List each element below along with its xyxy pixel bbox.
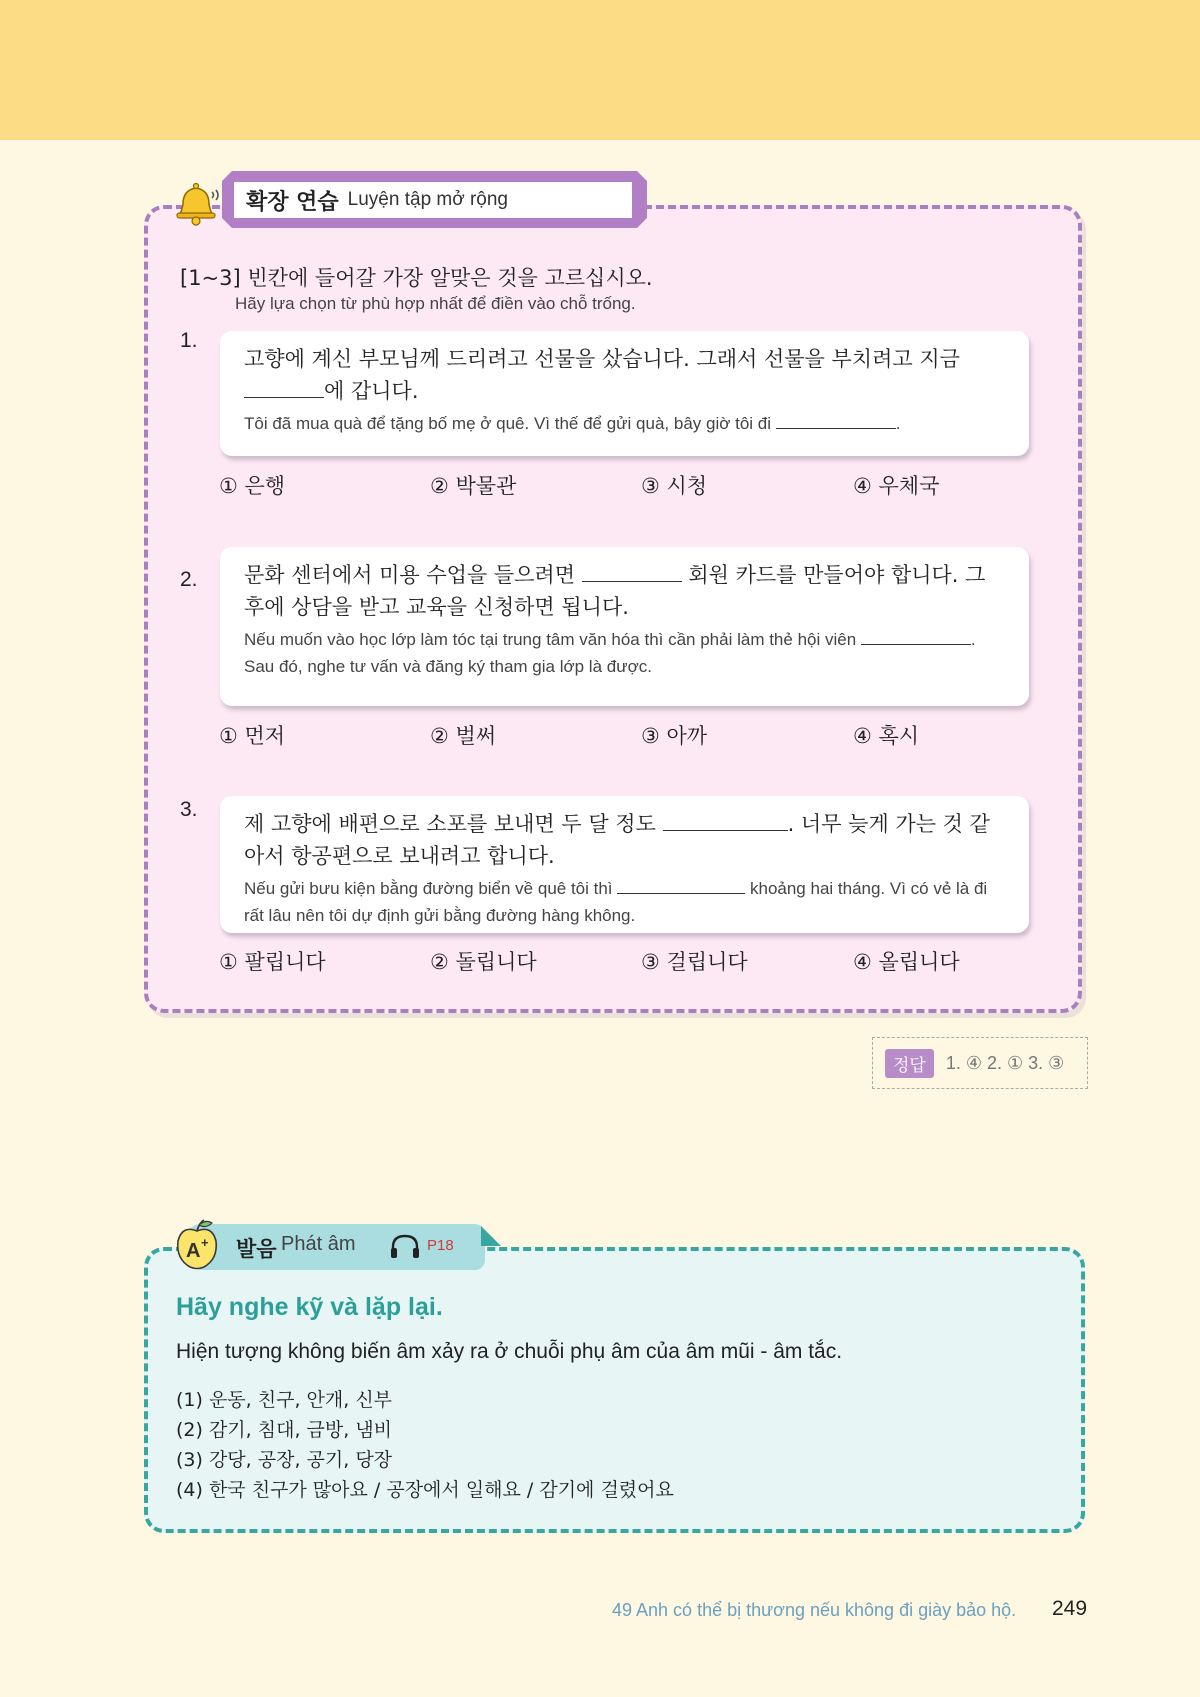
audio-track-label[interactable]: P18: [427, 1237, 454, 1254]
list-item: (2) 감기, 침대, 금방, 냄비: [176, 1419, 393, 1441]
option-2[interactable]: ② 벌써: [430, 724, 497, 748]
option-1[interactable]: ① 은행: [219, 474, 286, 498]
option-4[interactable]: ④ 올립니다: [853, 950, 960, 974]
footer-lesson-title: 49 Anh có thể bị thương nếu không đi giày bảo hộ.: [612, 1600, 1017, 1620]
page-number: 249: [1052, 1597, 1088, 1620]
list-item: (3) 강당, 공장, 공기, 당장: [176, 1449, 393, 1471]
answer-blank: [582, 563, 682, 582]
list-item: (1) 운동, 친구, 안개, 신부: [176, 1389, 393, 1411]
question-number: 2.: [180, 568, 198, 591]
list-item: (4) 한국 친구가 많아요 / 공장에서 일해요 / 감기에 걸렸어요: [176, 1479, 674, 1501]
pronunciation-subtitle: Phát âm: [281, 1233, 356, 1255]
option-3[interactable]: ③ 아까: [641, 724, 708, 748]
instruction-korean: [1~3] 빈칸에 들어갈 가장 알맞은 것을 고르십시오.: [180, 266, 653, 290]
option-list: [219, 946, 1069, 976]
question-text-vietnamese: Tôi đã mua quà để tặng bố mẹ ở quê. Vì thế để gửi quà, bây giờ tôi đi .: [244, 410, 1005, 437]
question-text-korean: 제 고향에 배편으로 소포를 보내면 두 달 정도 . 너무 늦게 가는 것 같아서 항공편으로 보내려고 합니다.: [244, 812, 990, 868]
practice-title: 확장 연습: [246, 189, 339, 215]
option-list: [219, 720, 1069, 750]
option-3[interactable]: ③ 시청: [641, 474, 708, 498]
headphone-icon[interactable]: [388, 1232, 422, 1260]
pronunciation-heading: Hãy nghe kỹ và lặp lại.: [176, 1293, 443, 1321]
answer-badge: 정답: [885, 1049, 934, 1078]
question-text-vietnamese: Nếu muốn vào học lớp làm tóc tại trung tâm văn hóa thì cần phải làm thẻ hội viên . Sau đó, nghe tư vấn và đăng ký tham gia lớp là được.: [244, 626, 1005, 680]
option-2[interactable]: ② 돌립니다: [430, 950, 537, 974]
answer-blank: [617, 875, 745, 894]
pronunciation-title: 발음: [236, 1237, 277, 1261]
question-number: 3.: [180, 798, 198, 821]
practice-subtitle: Luyện tập mở rộng: [347, 189, 509, 210]
option-1[interactable]: ① 먼저: [219, 724, 286, 748]
answer-key: [872, 1037, 1088, 1089]
question-card: [220, 796, 1029, 933]
question-text-vietnamese: Nếu gửi bưu kiện bằng đường biển về quê tôi thì khoảng hai tháng. Vì có vẻ là đi rất lâu nên tôi dự định gửi bằng đường hàng không.: [244, 875, 1005, 929]
pronunciation-description: Hiện tượng không biến âm xảy ra ở chuỗi phụ âm của âm mũi - âm tắc.: [176, 1340, 843, 1363]
question-text-korean: 고향에 계신 부모님께 드리려고 선물을 샀습니다. 그래서 선물을 부치려고 지금 에 갑니다.: [244, 347, 960, 403]
answer-blank: [244, 379, 324, 398]
answer-blank: [776, 410, 896, 429]
option-1[interactable]: ① 팔립니다: [219, 950, 326, 974]
option-4[interactable]: ④ 우체국: [853, 474, 940, 498]
answer-blank: [861, 626, 971, 645]
question-text-korean: 문화 센터에서 미용 수업을 들으려면 회원 카드를 만들어야 합니다. 그 후에 상담을 받고 교육을 신청하면 됩니다.: [244, 563, 986, 619]
instruction-vietnamese: Hãy lựa chọn từ phù hợp nhất để điền vào chỗ trống.: [235, 294, 636, 313]
pronunciation-list: [176, 1385, 674, 1505]
option-3[interactable]: ③ 걸립니다: [641, 950, 748, 974]
option-2[interactable]: ② 박물관: [430, 474, 517, 498]
question-card: [220, 547, 1029, 706]
top-band: [0, 0, 1200, 140]
answer-text: 1. ④ 2. ① 3. ③: [945, 1052, 1065, 1073]
practice-tab-label: [234, 182, 632, 218]
question-card: [220, 331, 1029, 456]
option-4[interactable]: ④ 혹시: [853, 724, 920, 748]
answer-blank: [663, 812, 788, 831]
bell-icon: [172, 176, 224, 228]
svg-text:A: A: [186, 1240, 201, 1262]
svg-text:+: +: [201, 1235, 209, 1250]
pronunciation-tab-corner: [481, 1226, 501, 1246]
apple-icon: [172, 1217, 222, 1271]
option-list: [219, 470, 1069, 500]
question-number: 1.: [180, 329, 198, 352]
